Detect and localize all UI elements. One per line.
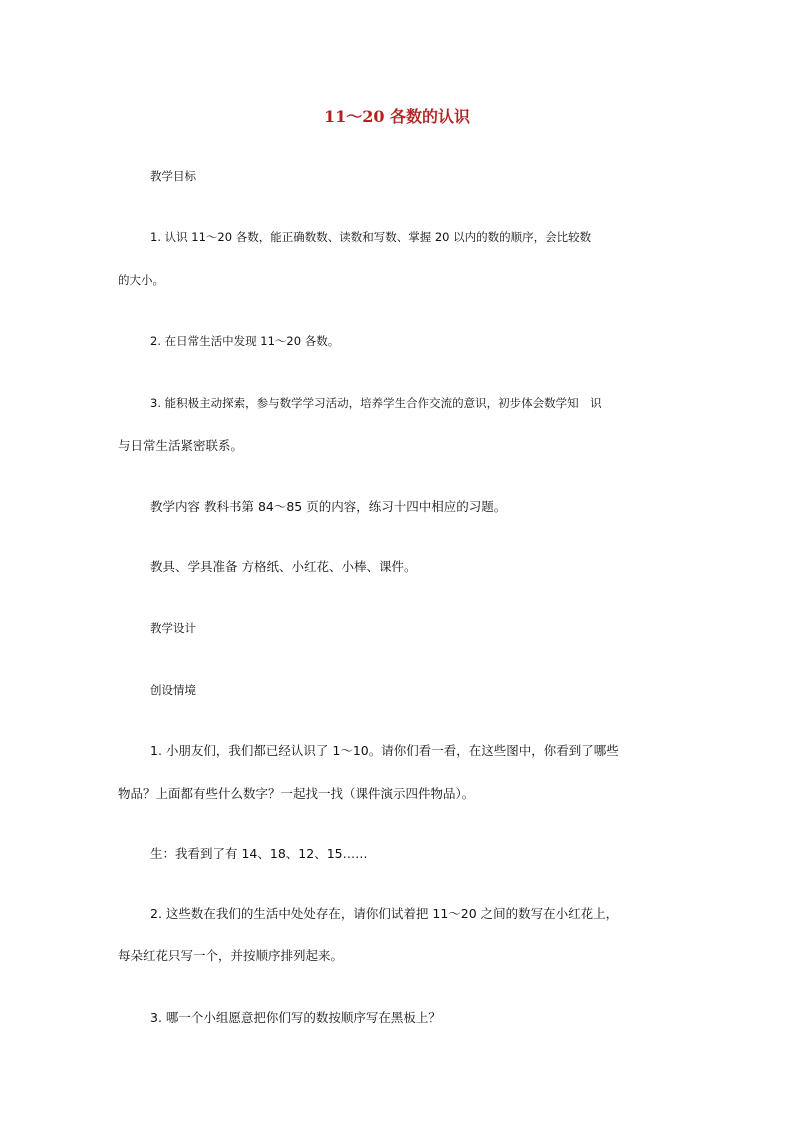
goal-3-line-1: 3. 能积极主动探索，参与数学学习活动，培养学生合作交流的意识，初步体会数学知 识 [150,396,602,410]
goal-2: 2. 在日常生活中发现 11～20 各数。 [150,334,340,348]
step-1-line-2: 物品？上面都有些什么数字？一起找一找（课件演示四件物品）。 [118,786,475,801]
document-title: 11～20 各数的认识 [323,107,471,126]
step-3: 3. 哪一个小组愿意把你们写的数按顺序写在黑板上？ [150,1010,441,1025]
student-answer: 生：我看到了有 14、18、12、15…… [150,846,368,861]
step-2-line-2: 每朵红花只写一个，并按顺序排列起来。 [118,948,344,963]
section-heading-goals: 教学目标 [150,169,196,183]
step-1-line-1: 1. 小朋友们，我们都已经认识了 1～10。请你们看一看，在这些图中，你看到了哪些 [150,743,619,758]
step-2-line-1: 2. 这些数在我们的生活中处处存在，请你们试着把 11～20 之间的数写在小红花上， [150,906,619,921]
teaching-tools: 教具、学具准备 方格纸、小红花、小棒、课件。 [150,559,417,574]
goal-1-line-2: 的大小。 [118,273,164,287]
goal-3-line-2: 与日常生活紧密联系。 [118,438,244,453]
section-heading-design: 教学设计 [150,621,196,635]
goal-1-line-1: 1. 认识 11～20 各数，能正确数数、读数和写数、掌握 20 以内的数的顺序，会比较数 [150,230,592,244]
teaching-content: 教学内容 教科书第 84～85 页的内容，练习十四中相应的习题。 [150,499,507,514]
section-heading-scenario: 创设情境 [150,683,196,697]
